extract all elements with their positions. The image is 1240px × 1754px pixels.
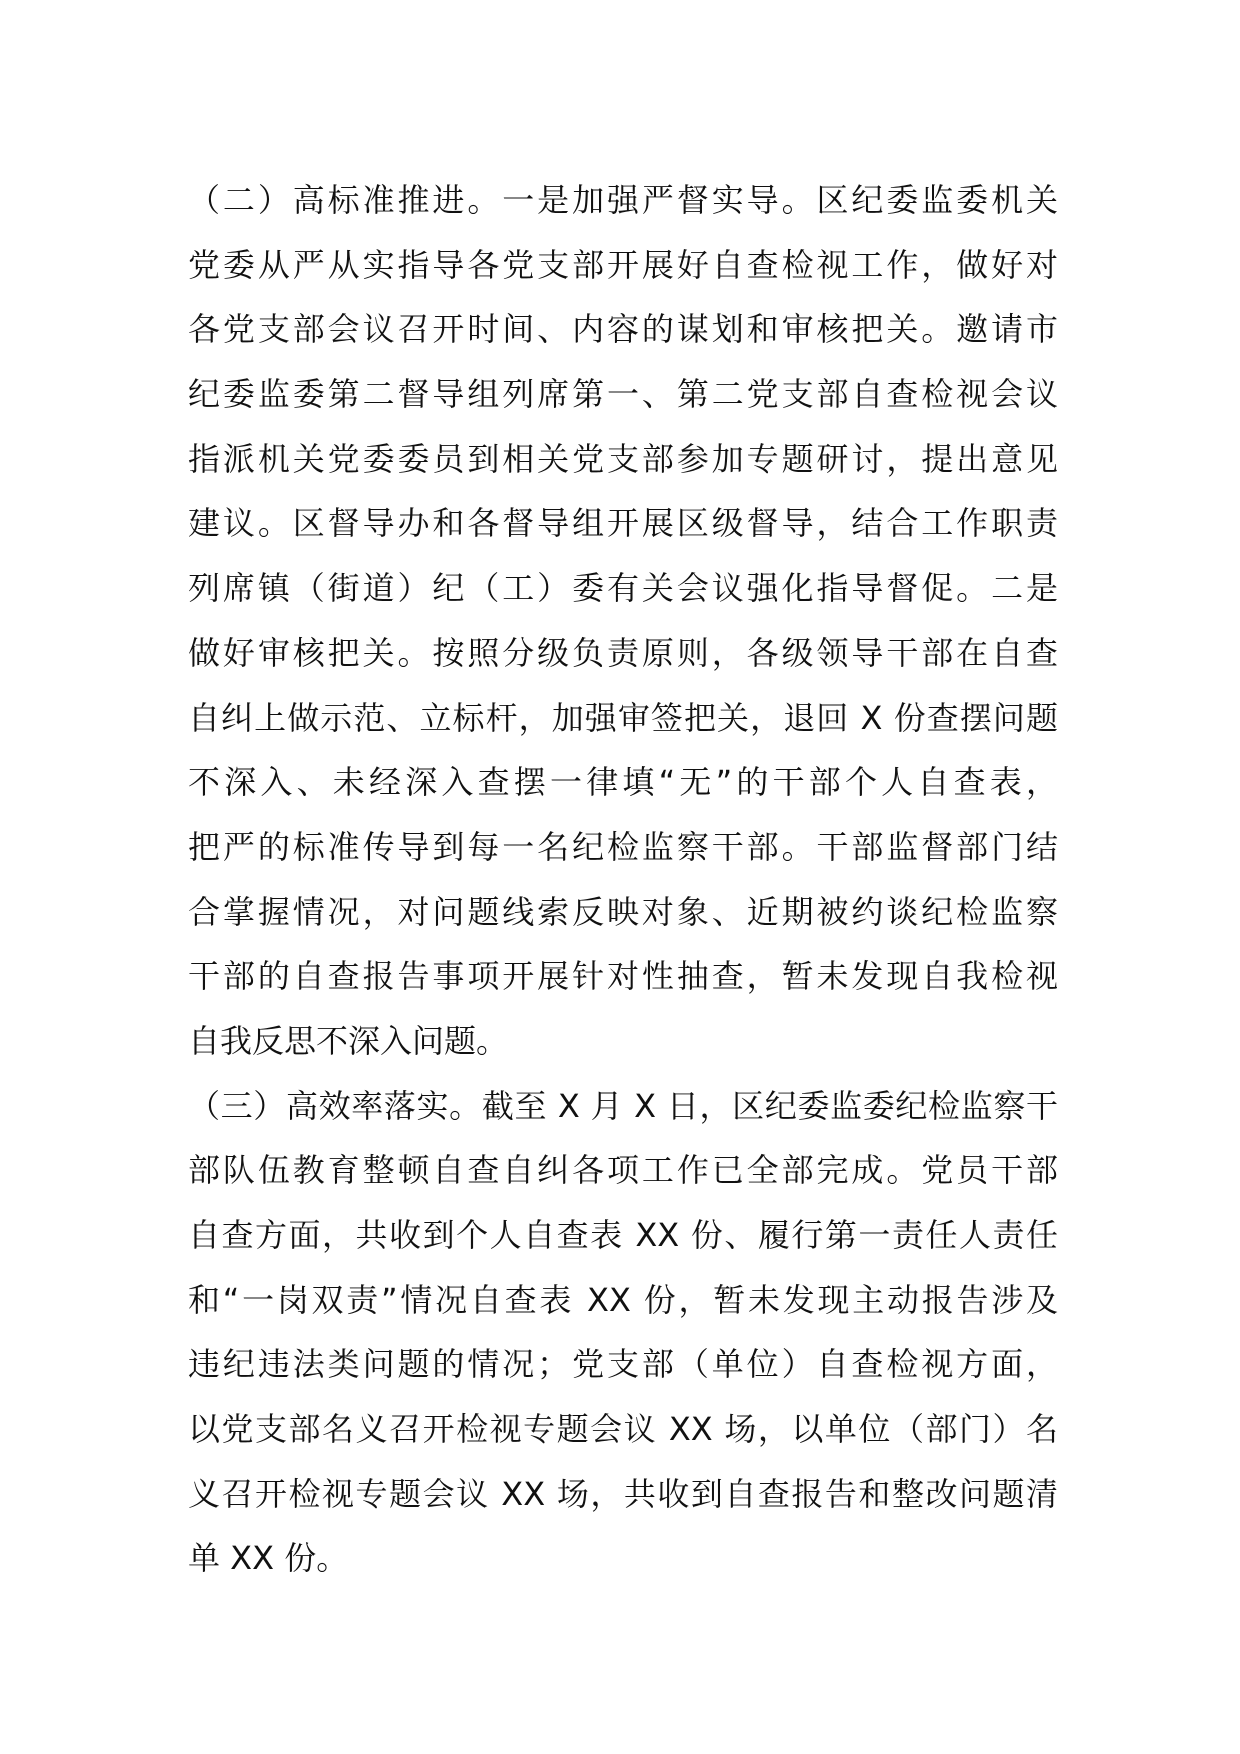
document-body xyxy=(188,168,1058,1591)
text-line: 单 XX 份。 xyxy=(188,1539,349,1578)
text-line: 纪委监委第二督导组列席第一、第二党支部自查检视会议 xyxy=(188,375,1058,414)
text-line: 以党支部名义召开检视专题会议 XX 场，以单位（部门）名 xyxy=(188,1410,1058,1449)
text-line: 建议。区督导办和各督导组开展区级督导，结合工作职责 xyxy=(188,504,1058,543)
text-line: 合掌握情况，对问题线索反映对象、近期被约谈纪检监察 xyxy=(188,892,1058,931)
text-line: （三）高效率落实。截至 X 月 X 日，区纪委监委纪检监察干 xyxy=(188,1086,1058,1125)
text-line: 不深入、未经深入查摆一律填“无”的干部个人自查表， xyxy=(188,763,1058,802)
text-line: 各党支部会议召开时间、内容的谋划和审核把关。邀请市 xyxy=(188,310,1058,349)
text-line: 和“一岗双责”情况自查表 XX 份，暂未发现主动报告涉及 xyxy=(188,1280,1058,1319)
text-line: 党委从严从实指导各党支部开展好自查检视工作，做好对 xyxy=(188,245,1058,284)
text-line: 违纪违法类问题的情况；党支部（单位）自查检视方面， xyxy=(188,1345,1058,1384)
text-line: 做好审核把关。按照分级负责原则，各级领导干部在自查 xyxy=(188,633,1058,672)
text-line: 自我反思不深入问题。 xyxy=(188,1021,509,1060)
text-line: 把严的标准传导到每一名纪检监察干部。干部监督部门结 xyxy=(188,827,1058,866)
text-line: 义召开检视专题会议 XX 场，共收到自查报告和整改问题清 xyxy=(188,1474,1058,1513)
text-line: 指派机关党委委员到相关党支部参加专题研讨，提出意见 xyxy=(188,439,1058,478)
text-line: 列席镇（街道）纪（工）委有关会议强化指导督促。二是 xyxy=(188,569,1058,608)
text-line: 自纠上做示范、立标杆，加强审签把关，退回 X 份查摆问题 xyxy=(188,698,1058,737)
text-line: 干部的自查报告事项开展针对性抽查，暂未发现自我检视 xyxy=(188,957,1058,996)
text-line: 部队伍教育整顿自查自纠各项工作已全部完成。党员干部 xyxy=(188,1151,1058,1190)
text-line: 自查方面，共收到个人自查表 XX 份、履行第一责任人责任 xyxy=(188,1216,1058,1254)
text-line: （二）高标准推进。一是加强严督实导。区纪委监委机关 xyxy=(188,181,1058,219)
